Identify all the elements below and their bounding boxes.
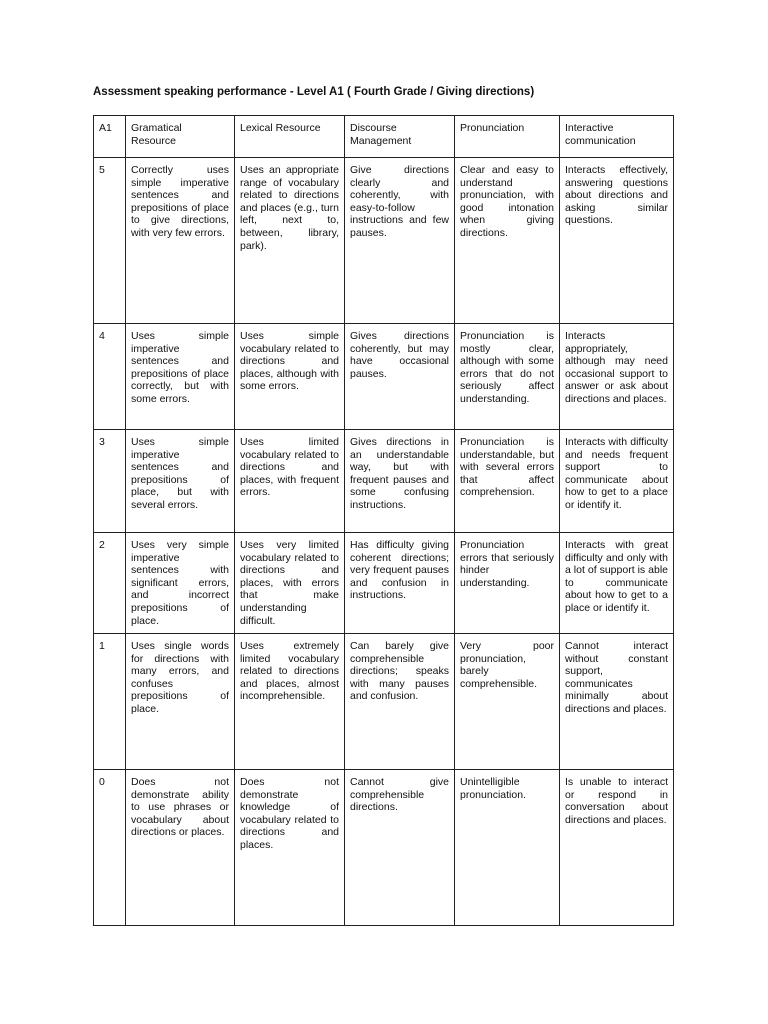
header-cell-grammatical-resource: Gramatical Resource bbox=[126, 116, 235, 158]
table-cell: Unintelligible pronunciation. bbox=[455, 770, 560, 926]
header-cell-interactive-communication: Interactive communication bbox=[560, 116, 674, 158]
table-cell: Gives directions coherently, but may have occasional pauses. bbox=[345, 324, 455, 430]
header-cell-level: A1 bbox=[94, 116, 126, 158]
table-cell: Gives directions in an understandable way, but with frequent pauses and some confusing instructions. bbox=[345, 430, 455, 533]
table-cell: Cannot interact without constant support, communicates minimally about directions and places. bbox=[560, 634, 674, 770]
table-cell: Interacts effectively, answering questions about directions and asking similar questions. bbox=[560, 158, 674, 324]
document-title: Assessment speaking performance - Level A1 ( Fourth Grade / Giving directions) bbox=[93, 86, 535, 98]
table-cell: Does not demonstrate knowledge of vocabulary related to directions and places. bbox=[235, 770, 345, 926]
header-cell-discourse-management: Discourse Management bbox=[345, 116, 455, 158]
table-cell: Uses an appropriate range of vocabulary related to directions and places (e.g., turn left, next to, between, library, park). bbox=[235, 158, 345, 324]
table-cell: Uses limited vocabulary related to directions and places, with frequent errors. bbox=[235, 430, 345, 533]
table-cell: Has difficulty giving coherent directions; very frequent pauses and confusion in instructions. bbox=[345, 533, 455, 634]
table-cell: Pronunciation is mostly clear, although with some errors that do not seriously affect understanding. bbox=[455, 324, 560, 430]
level-cell: 1 bbox=[94, 634, 126, 770]
table-cell: Is unable to interact or respond in conversation about directions and places. bbox=[560, 770, 674, 926]
table-cell: Interacts with difficulty and needs frequent support to communicate about how to get to a place or identify it. bbox=[560, 430, 674, 533]
table-cell: Pronunciation errors that seriously hinder understanding. bbox=[455, 533, 560, 634]
table-cell: Cannot give comprehensible directions. bbox=[345, 770, 455, 926]
table-cell: Interacts with great difficulty and only with a lot of support is able to communicate about how to get to a place or identify it. bbox=[560, 533, 674, 634]
level-cell: 5 bbox=[94, 158, 126, 324]
table-cell: Can barely give comprehensible directions; speaks with many pauses and confusion. bbox=[345, 634, 455, 770]
table-cell: Correctly uses simple imperative sentences and prepositions of place to give directions, with very few errors. bbox=[126, 158, 235, 324]
table-cell: Interacts appropriately, although may need occasional support to answer or ask about directions and places. bbox=[560, 324, 674, 430]
table-row bbox=[94, 770, 674, 926]
table-cell: Uses simple imperative sentences and prepositions of place correctly, but with some errors. bbox=[126, 324, 235, 430]
table-row bbox=[94, 324, 674, 430]
level-cell: 4 bbox=[94, 324, 126, 430]
table-cell: Uses extremely limited vocabulary related to directions and places, almost incomprehensible. bbox=[235, 634, 345, 770]
header-cell-lexical-resource: Lexical Resource bbox=[235, 116, 345, 158]
header-cell-pronunciation: Pronunciation bbox=[455, 116, 560, 158]
header-row bbox=[94, 116, 674, 158]
table-row bbox=[94, 634, 674, 770]
table-cell: Uses single words for directions with many errors, and confuses prepositions of place. bbox=[126, 634, 235, 770]
level-cell: 2 bbox=[94, 533, 126, 634]
table-row bbox=[94, 430, 674, 533]
table-row bbox=[94, 533, 674, 634]
table-cell: Very poor pronunciation, barely comprehensible. bbox=[455, 634, 560, 770]
rubric-table bbox=[93, 115, 674, 926]
table-cell: Uses very simple imperative sentences with significant errors, and incorrect prepositions of place. bbox=[126, 533, 235, 634]
table-cell: Pronunciation is understandable, but with several errors that affect comprehension. bbox=[455, 430, 560, 533]
table-cell: Give directions clearly and coherently, with easy-to-follow instructions and few pauses. bbox=[345, 158, 455, 324]
table-cell: Uses simple imperative sentences and prepositions of place, but with several errors. bbox=[126, 430, 235, 533]
table-cell: Does not demonstrate ability to use phrases or vocabulary about directions or places. bbox=[126, 770, 235, 926]
table-cell: Uses very limited vocabulary related to directions and places, with errors that make understanding difficult. bbox=[235, 533, 345, 634]
level-cell: 3 bbox=[94, 430, 126, 533]
table-row bbox=[94, 158, 674, 324]
table-cell: Clear and easy to understand pronunciation, with good intonation when giving directions. bbox=[455, 158, 560, 324]
table-cell: Uses simple vocabulary related to directions and places, although with some errors. bbox=[235, 324, 345, 430]
level-cell: 0 bbox=[94, 770, 126, 926]
